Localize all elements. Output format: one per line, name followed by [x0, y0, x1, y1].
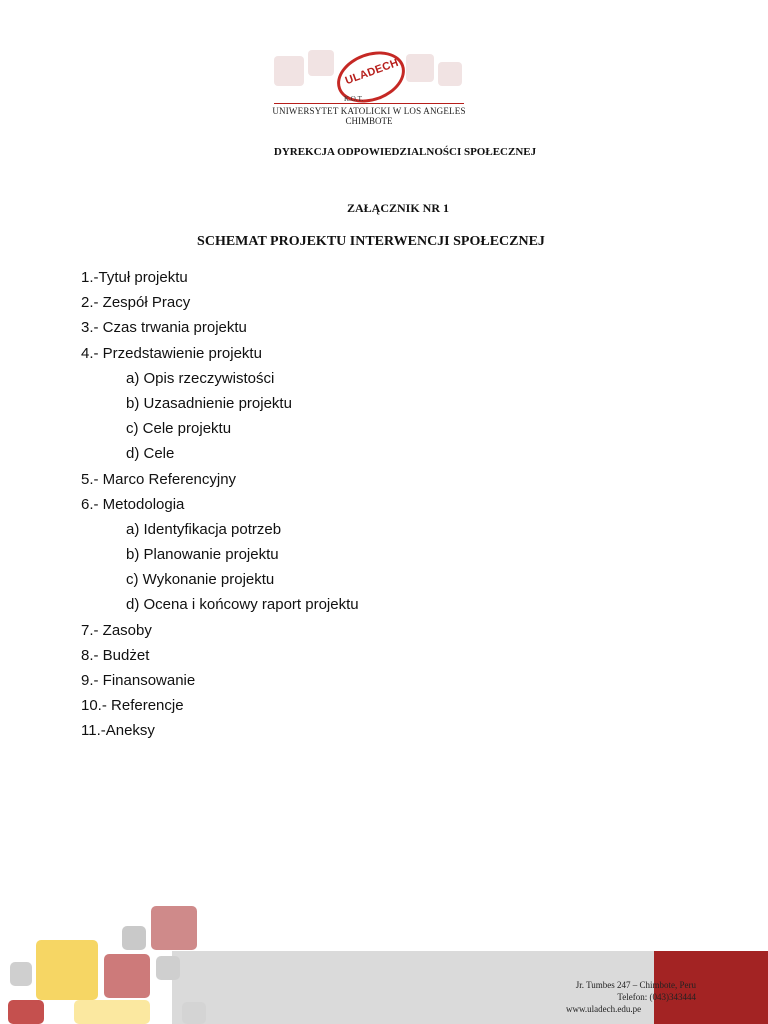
decor-square [122, 926, 146, 950]
outline-subitem: a) Identyfikacja potrzeb [126, 520, 282, 538]
outline-item: 4.- Przedstawienie projektu [81, 344, 262, 362]
outline-subitem: d) Ocena i końcowy raport projektu [126, 596, 359, 614]
decor-square [156, 956, 180, 980]
outline-subitem: d) Cele [126, 445, 175, 463]
logo-divider [274, 103, 464, 104]
decor-square [8, 1000, 44, 1024]
outline-item: 5.- Marco Referencyjny [81, 470, 237, 488]
outline-item: 11.-Aneksy [81, 722, 155, 740]
decor-square [104, 954, 150, 998]
outline-subitem: b) Uzasadnienie projektu [126, 394, 292, 412]
department-heading: DYREKCJA ODPOWIEDZIALNOŚCI SPOŁECZNEJ [273, 146, 537, 158]
decor-square [74, 1000, 150, 1024]
decor-square [182, 1002, 206, 1024]
footer-phone: Telefon: (043)343444 [617, 992, 696, 1002]
footer-contact [540, 979, 696, 1015]
outline-item: 6.- Metodologia [81, 495, 185, 513]
outline-item: 9.- Finansowanie [81, 672, 196, 689]
outline-item: 1.-Tytuł projektu [81, 269, 188, 286]
decor-square [10, 962, 32, 986]
outline-subitem: c) Cele projektu [126, 420, 232, 438]
outline-item: 2.- Zespół Pracy [81, 294, 191, 312]
decor-square [151, 906, 197, 950]
footer-address: Jr. Tumbes 247 – Chimbote, Peru [575, 980, 696, 990]
decor-square [36, 940, 98, 1000]
footer-website: www.uladech.edu.pe [566, 1004, 642, 1014]
outline-subitem: a) Opis rzeczywistości [126, 369, 275, 387]
outline-item: 10.- Referencje [81, 697, 184, 715]
university-city: CHIMBOTE [345, 116, 393, 126]
outline-subitem: b) Planowanie projektu [126, 546, 279, 564]
logo-subtext: K.O.T. [344, 95, 364, 103]
outline-subitem: c) Wykonanie projektu [126, 571, 275, 589]
university-name: UNIWERSYTET KATOLICKI W LOS ANGELES [272, 106, 466, 116]
outline-item: 8.- Budżet [81, 646, 150, 664]
outline-item: 3.- Czas trwania projektu [81, 319, 247, 337]
logo-wordmark: ULADECH [343, 56, 401, 88]
project-outline [81, 265, 581, 744]
annex-label: ZAŁĄCZNIK NR 1 [346, 201, 449, 215]
university-logo [272, 48, 468, 128]
outline-item: 7.- Zasoby [81, 621, 152, 639]
document-title: SCHEMAT PROJEKTU INTERWENCJI SPOŁECZNEJ [197, 234, 545, 249]
